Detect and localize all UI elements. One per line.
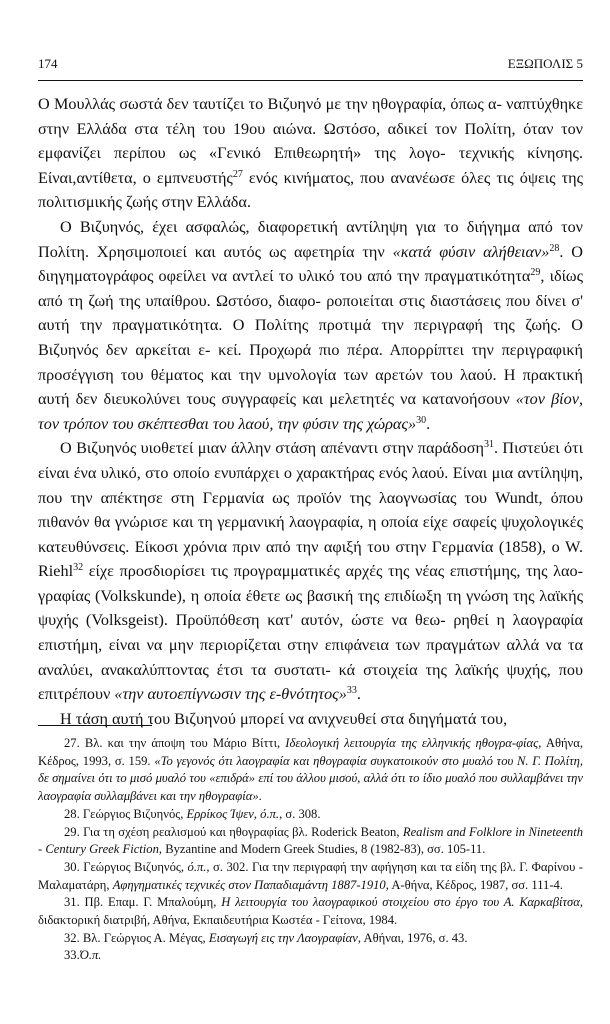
main-text (38, 92, 583, 731)
footnote-33: 33.Ό.π. (64, 948, 102, 963)
paragraph-1: Ο Μουλλάς σωστά δεν ταυτίζει το Βιζυηνό με την ηθογραφία, όπως α- ναπτύχθηκε στην Ελλάδα στα τέλη του 19ου αιώνα. Ωστόσο, αδικεί τον Πολίτη, όταν τον εμφανίζει περίπου ως «Γενικό Επιθεωρητή» της λογο- τεχνικής κίνησης. Είναι,αντίθετα, ο εμπνευστής$^{27}$ ενός κινήματος, που ανανέωσε όλες τις όψεις της πολιτισμικής ζωής στην Ελλάδα. (38, 95, 584, 212)
footnote-ref-27[interactable]: 27 (232, 168, 243, 180)
footnote-ref-33[interactable]: 33 (346, 685, 357, 697)
header-rule (38, 80, 583, 81)
paragraph-3: Ο Βιζυηνός υιοθετεί μιαν άλλην στάση απέναντι στην παράδοση$^{31}$. Πιστεύει ότι είναι ένα υλικό, στο οποίο ενυπάρχει ο χαρακτήρας ενός λαού. Είναι μια αντίληψη, που την απέκτησε στη Γερμανία ως προϊόν της λαογνωσίας του Wundt, όπου πιθανόν θα γνώρισε και τη γερμανική λαογραφία, η οποία είχε σαφείς ψυχολογικές κατευθύνσεις. Είκοσι χρόνια πριν από την αφιξή του στην Γερμανία (1858), ο W. Riehl$^{32}$ είχε προσδιορίσει τις προγραμματικές αρχές της νέας επιστήμης, της λαο- γραφίας (Volkskunde), η οποία έθετε ως βασική της επιδίωξη τη γνώση της λαϊκής ψυχής (Volksgeist). Προϋπόθεση κατ' αυτόν, ώστε να θεω- ρηθεί η λαογραφία επιστήμη, είναι να μην περιορίζεται στην επιφάνεια των πραγμάτων αλλά να τα αναλύει, ανακαλύπτοντας έτσι τα συστατι- κά στοιχεία της λαϊκής ψυχής, που επιτρέπουν «την αυτοεπίγνωσιν της ε-θνότητος»$^{33}$. (38, 439, 584, 704)
paragraph-4: Η τάση αυτή του Βιζυηνού μπορεί να ανιχνευθεί στα διηγήματά του, (60, 709, 508, 728)
journal-title: ΕΞΩΠΟΛΙΣ 5 (507, 56, 583, 71)
footnote-30: 30. Γεώργιος Βιζυηνός, ό.π., σ. 302. Για την περιγραφή την αφήγηση και τα είδη της βλ. Γ. Φαρίνου - Μαλαματάρη, Αφηγηματικές τεχνικές στον Παπαδιαμάντη 1887-1910, Α-θήνα, Κέδρος, 1987, σσ. 111-4. (38, 859, 583, 892)
footnote-ref-32[interactable]: 32 (73, 562, 84, 574)
footnote-29: 29. Για τη σχέση ρεαλισμού και ηθογραφίας βλ. Roderick Beaton, Realism and Folklore in Nineteenth - Century Greek Fiction, Byzantine and Modern Greek Studies, 8 (1982-83), σσ. 105-11. (38, 824, 584, 857)
footnote-ref-28[interactable]: 28 (549, 242, 560, 254)
running-header (38, 56, 583, 72)
footnote-31: 31. Πβ. Επαμ. Γ. Μπαλούμη, Η λειτουργία του λαογραφικού στοιχείου στο έργο του Α. Καρκαβίτσα, διδακτορική διατριβή, Αθήνα, Εκπαιδευτήρια Κωστέα - Γείτονα, 1984. (38, 895, 583, 928)
footnote-ref-30[interactable]: 30 (416, 414, 427, 426)
footnote-rule (38, 725, 152, 726)
page-number: 174 (38, 56, 58, 71)
footnote-32: 32. Βλ. Γεώργιος Α. Μέγας, Εισαγωγή εις την Λαογραφίαν, Αθήναι, 1976, σ. 43. (64, 930, 468, 945)
paragraph-2: Ο Βιζυηνός, έχει ασφαλώς, διαφορετική αντίληψη για το διήγημα από τον Πολίτη. Χρησιμοποιεί και αυτός ως αφετηρία την «κατά φύσιν αλήθειαν»$^{28}$. Ο διηγηματογράφος οφείλει να αντλεί το υλικό του από την πραγματικότητα$^{29}$, ιδίως από τη ζωή της υπαίθρου. Ωστόσο, διαφο- ροποιείται στις διαστάσεις που δίνει σ' αυτή την πραγματικότητα. Ο Πολίτης προτιμά την περιγραφή της ζωής. Ο Βιζυηνός δεν αρκείται ε- κεί. Προχωρά πιο πέρα. Απορρίπτει την περιγραφική προσέγγιση του θέματος και την υμνολογία των αρετών του λαού. Η πρακτική αυτή δεν διευκολύνει τους συγγραφείς και μελετητές να κατανοήσουν «τον βίον, τον τρόπον του σκέπτεσθαι του λαού, την φύσιν της χώρας»$^{30}$. (38, 217, 584, 433)
footnote-ref-29[interactable]: 29 (530, 267, 541, 279)
footnotes (38, 735, 583, 965)
footnote-ref-31[interactable]: 31 (483, 439, 494, 451)
footnote-28: 28. Γεώργιος Βιζυηνός, Ερρίκος Ίψεν, ό.π., σ. 308. (64, 806, 321, 821)
footnote-27: 27. Βλ. και την άποψη του Μάριο Βίττι, Ιδεολογική λειτουργία της ελληνικής ηθογρα-φίας, Αθήνα, Κέδρος, 1993, σ. 159. «Το γεγονός ότι λαογραφία και ηθογραφία συγκατοικούν στο μυαλό του Ν. Γ. Πολίτη, δε σημαίνει ότι το μισό μυαλό του «επιδρά» επί του άλλου μισού, αλλά ότι το ίδιο μυαλό που συλλαμβάνει την λαογραφία συλλαμβάνει και την ηθογραφία». (38, 736, 583, 804)
